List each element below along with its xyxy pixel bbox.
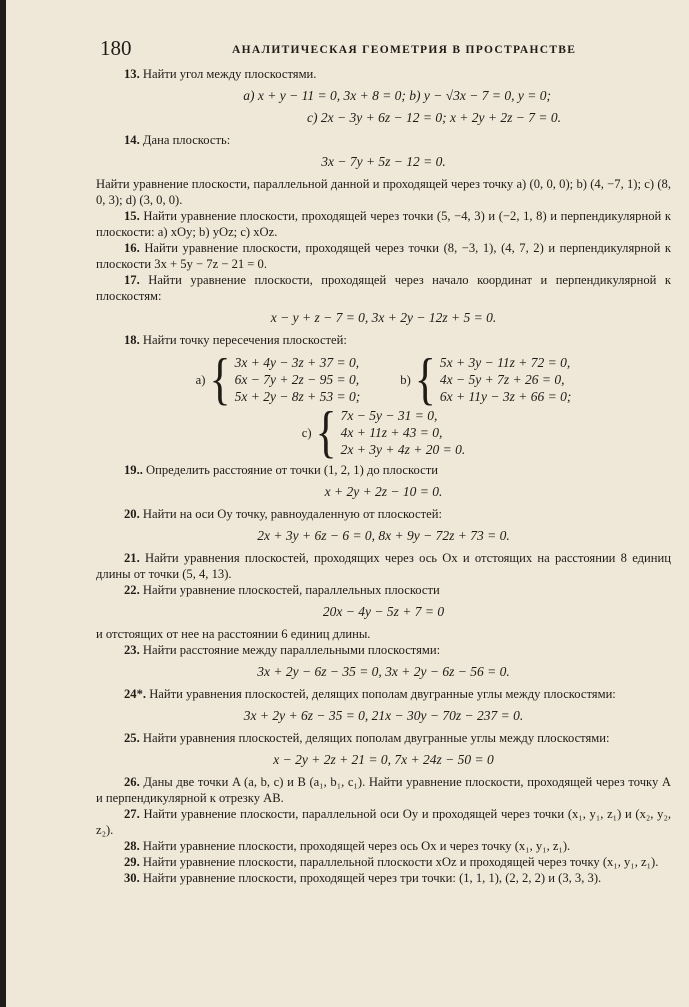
system-label: b) <box>400 372 411 387</box>
system-b <box>400 347 572 411</box>
system-a <box>195 347 361 411</box>
system-row: 2x + 3y + 4z + 20 = 0. <box>340 442 466 457</box>
problem-text: Найти на оси Oy точку, равноудаленную от плоскостей: <box>142 507 442 521</box>
equation: x + 2y + 2z − 10 = 0. <box>324 484 443 499</box>
problem-number: 20. <box>124 507 140 521</box>
problem-29 <box>96 854 671 870</box>
problem-number: 29. <box>124 855 140 869</box>
problem-13 <box>96 66 671 82</box>
problem-number: 24*. <box>124 687 147 701</box>
problem-text: Найти уравнения плоскостей, делящих пополам двугранные углы между плоскостями: <box>149 687 616 701</box>
equation: a) x + y − 11 = 0, 3x + 8 = 0; b) y − √3x − 7 = 0, y = 0; <box>243 88 551 103</box>
problem-text: Найти угол между плоскостями. <box>142 67 317 81</box>
equation-systems-ab <box>96 347 671 411</box>
equation: c) 2x − 3y + 6z − 12 = 0; x + 2y + 2z − 7 = 0. <box>307 110 561 125</box>
problem-15 <box>96 208 671 240</box>
problem-number: 13. <box>124 67 140 81</box>
problem-list <box>96 66 671 886</box>
problem-21 <box>96 550 671 582</box>
problem-24 <box>96 686 671 702</box>
problem-number: 27. <box>124 807 140 821</box>
problem-number: 19.. <box>124 463 143 477</box>
problem-text: Найти точку пересечения плоскостей: <box>142 333 347 347</box>
problem-number: 18. <box>124 333 140 347</box>
problem-text: Найти уравнения плоскостей, проходящих через ось Ox и отстоящих на расстоянии 8 единиц длины от точки (5, 4, 13). <box>96 551 671 581</box>
problem-text: Дана плоскость: <box>142 133 231 147</box>
brace: { <box>209 347 231 411</box>
problem-text: Найти уравнение плоскости, проходящей через точки (5, −4, 3) и (−2, 1, 8) и перпендикулярной к плоскости: a) xOy; b) yOz; c) xOz. <box>96 209 671 239</box>
system-row: 4x + 11z + 43 = 0, <box>340 425 443 440</box>
equation: x − y + z − 7 = 0, 3x + 2y − 12z + 5 = 0. <box>270 310 497 325</box>
problem-number: 22. <box>124 583 140 597</box>
system-c <box>301 400 466 464</box>
problem-text: Найти уравнение плоскости, параллельной оси Oy и проходящей через точки (x₁, y₁, z₁) и (x₂, y₂, z₂). <box>96 807 671 837</box>
equation: 3x + 2y − 6z − 35 = 0, 3x + 2y − 6z − 56 = 0. <box>257 664 510 679</box>
problem-17 <box>96 272 671 304</box>
equation-system-c <box>96 400 671 464</box>
problem-number: 23. <box>124 643 140 657</box>
problem-text: Найти расстояние между параллельными плоскостями: <box>142 643 441 657</box>
problem-text: Найти уравнение плоскостей, параллельных плоскости <box>142 583 440 597</box>
problem-23 <box>96 642 671 658</box>
problem-number: 16. <box>124 241 140 255</box>
problem-26 <box>96 774 671 806</box>
equation: 20x − 4y − 5z + 7 = 0 <box>322 604 445 619</box>
problem-text: и отстоящих от нее на расстоянии 6 единиц длины. <box>96 627 371 641</box>
equation: 3x + 2y + 6z − 35 = 0, 21x − 30y − 70z − 237 = 0. <box>243 708 524 723</box>
problem-19 <box>96 462 671 478</box>
problem-25 <box>96 730 671 746</box>
problem-text: Найти уравнение плоскости, параллельной плоскости xOz и проходящей через точку (x₁, y₁, z₁). <box>142 855 659 869</box>
problem-text: Найти уравнение плоскости, проходящей через три точки: (1, 1, 1), (2, 2, 2) и (3, 3, 3). <box>142 871 602 885</box>
page-number: 180 <box>100 36 132 60</box>
page-header <box>96 38 671 66</box>
problem-number: 14. <box>124 133 140 147</box>
problem-text: Найти уравнение плоскости, проходящей через начало координат и перпендикулярной к плоскостям: <box>96 273 671 303</box>
system-row: 3x + 4y − 3z + 37 = 0, <box>234 355 360 370</box>
problem-27 <box>96 806 671 838</box>
book-page <box>6 0 689 1007</box>
equation: x − 2y + 2z + 21 = 0, 7x + 24z − 50 = 0 <box>273 752 494 767</box>
problem-text: Найти уравнение плоскости, параллельной данной и проходящей через точку a) (0, 0, 0); b) (4, −7, 1); c) (8, 0, 3); d) (3, 0, 0). <box>96 177 671 207</box>
problem-22 <box>96 582 671 598</box>
problem-number: 25. <box>124 731 140 745</box>
system-row: 5x + 3y − 11z + 72 = 0, <box>439 355 571 370</box>
equation: 3x − 7y + 5z − 12 = 0. <box>321 154 446 169</box>
problem-text: Найти уравнение плоскости, проходящей через точки (8, −3, 1), (4, 7, 2) и перпендикулярной к плоскости 3x + 5y − 7z − 21 = 0. <box>96 241 671 271</box>
problem-text: Найти уравнение плоскости, проходящей через ось Ox и через точку (x₁, y₁, z₁). <box>142 839 571 853</box>
system-row: 5x + 2y − 8z + 53 = 0; <box>234 389 361 404</box>
problem-number: 15. <box>124 209 140 223</box>
problem-number: 30. <box>124 871 140 885</box>
system-row: 6x + 11y − 3z + 66 = 0; <box>439 389 572 404</box>
system-row: 7x − 5y − 31 = 0, <box>340 408 438 423</box>
system-label: a) <box>195 372 206 387</box>
problem-number: 17. <box>124 273 140 287</box>
brace: { <box>315 400 337 464</box>
problem-text: Определить расстояние от точки (1, 2, 1) до плоскости <box>146 463 438 477</box>
system-row: 6x − 7y + 2z − 95 = 0, <box>234 372 360 387</box>
problem-number: 26. <box>124 775 140 789</box>
problem-text: Даны две точки A (a, b, c) и B (a₁, b₁, c₁). Найти уравнение плоскости, проходящей через точку A и перпендикулярной к отрезку AB. <box>96 775 671 805</box>
equation: 2x + 3y + 6z − 6 = 0, 8x + 9y − 72z + 73 = 0. <box>257 528 510 543</box>
problem-number: 21. <box>124 551 140 565</box>
system-label: c) <box>301 425 312 440</box>
running-header: АНАЛИТИЧЕСКАЯ ГЕОМЕТРИЯ В ПРОСТРАНСТВЕ <box>232 44 577 56</box>
brace: { <box>414 347 436 411</box>
problem-28 <box>96 838 671 854</box>
problem-30 <box>96 870 671 886</box>
problem-number: 28. <box>124 839 140 853</box>
problem-14 <box>96 132 671 148</box>
problem-16 <box>96 240 671 272</box>
problem-text: Найти уравнения плоскостей, делящих пополам двугранные углы между плоскостями: <box>142 731 610 745</box>
problem-20 <box>96 506 671 522</box>
system-row: 4x − 5y + 7z + 26 = 0, <box>439 372 565 387</box>
problem-18 <box>96 332 671 348</box>
